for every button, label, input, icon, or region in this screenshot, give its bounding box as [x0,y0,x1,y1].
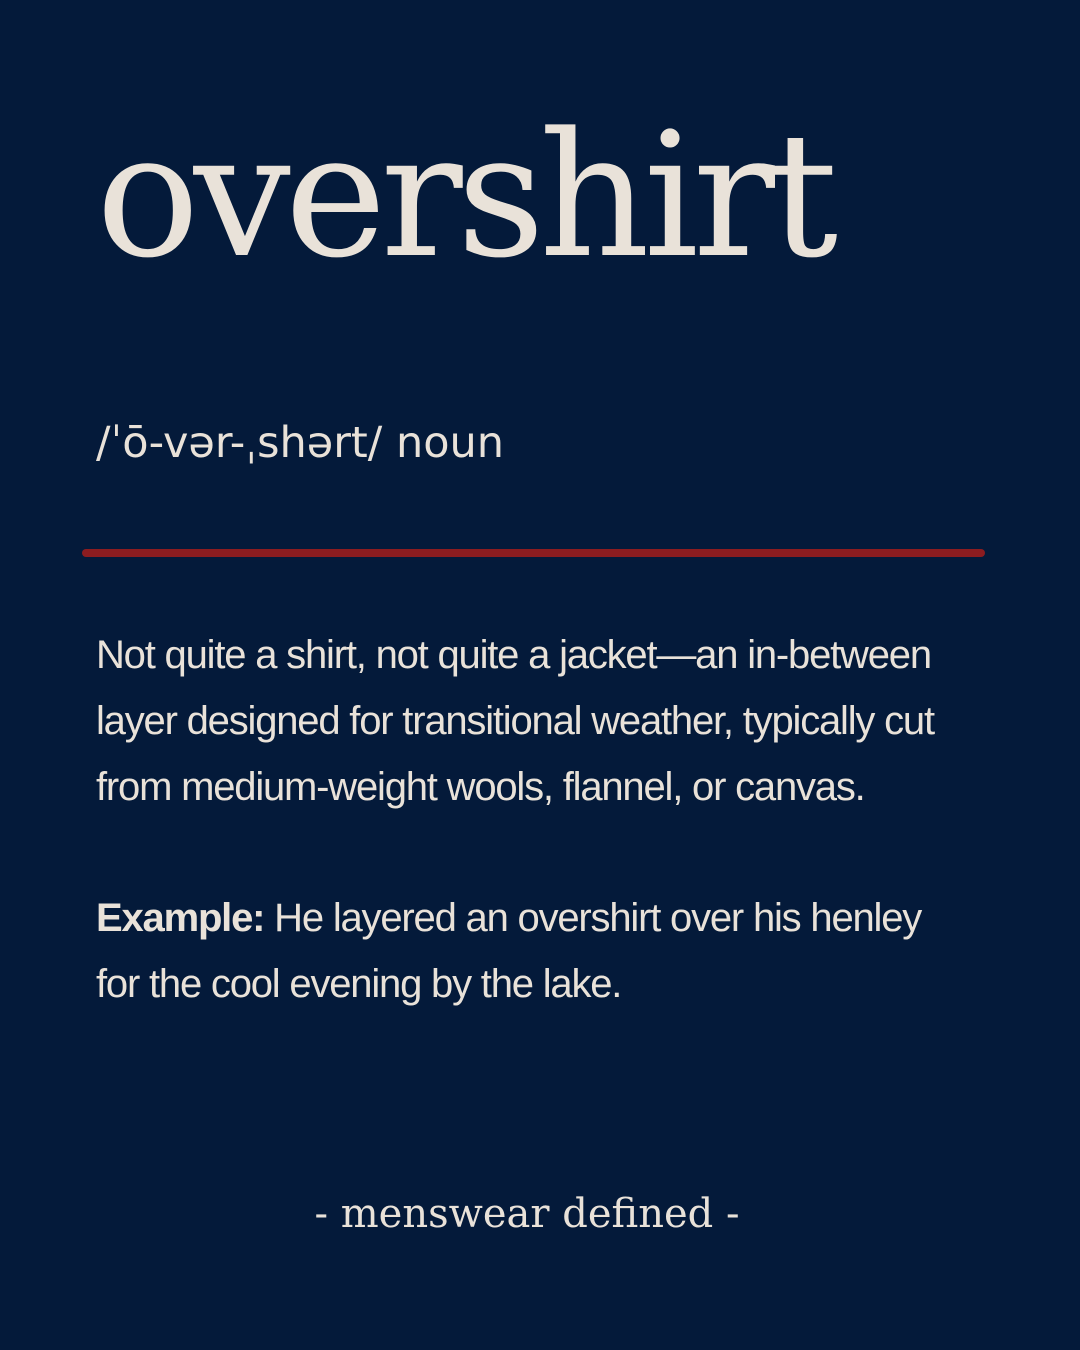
divider-rule [82,549,985,557]
definition-line: layer designed for transitional weather, typically cut [96,699,934,743]
headword: overshirt [96,95,833,296]
example-label: Example: [96,896,265,940]
example-line [96,885,1026,951]
definition-line: Not quite a shirt, not quite a jacket—an in-between [96,633,931,677]
example-text [96,885,1026,1017]
definition-line: from medium-weight wools, flannel, or canvas. [96,765,865,809]
definition-text [96,622,1026,820]
example-sentence-start: He layered an overshirt over his henley [264,896,922,940]
example-line: for the cool evening by the lake. [96,962,622,1006]
brand-footer: - menswear defined - [314,1191,740,1237]
pronunciation: /ˈō-vər-ˌshərt/ noun [96,418,505,468]
